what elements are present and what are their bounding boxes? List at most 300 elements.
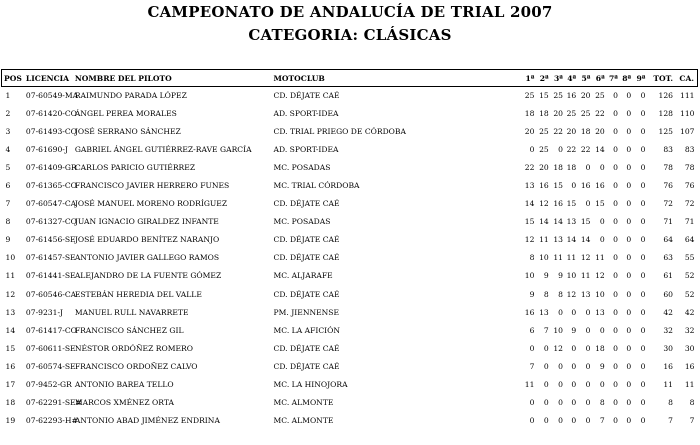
pilot-name-cell: NÉSTOR ORDÓÑEZ ROMERO <box>74 343 193 353</box>
round-6-cell: 10 <box>595 289 605 299</box>
round-3-cell: 11 <box>553 253 563 263</box>
pilot-name-cell: MANUEL RULL NAVARRETE <box>74 307 189 317</box>
round-6-cell: 25 <box>595 91 605 101</box>
motoclub-cell: MC. POSADAS <box>273 163 331 173</box>
round-6-cell: 11 <box>595 253 605 263</box>
table-row <box>2 375 698 393</box>
position-cell: 9 <box>5 235 11 245</box>
round-5-cell: 15 <box>580 217 591 227</box>
round-5-cell: 0 <box>585 163 591 173</box>
ca-cell: 55 <box>684 253 695 263</box>
round-8-cell: 0 <box>626 181 632 191</box>
round-6-cell: 0 <box>599 217 605 227</box>
category-subtitle: CATEGORIA: CLÁSICAS <box>248 26 452 44</box>
round-3-cell: 9 <box>558 271 563 281</box>
table-row <box>2 123 698 141</box>
total-cell: 32 <box>663 325 673 335</box>
motoclub-cell: CD. DÉJATE CAÉ <box>273 253 340 263</box>
total-cell: 71 <box>663 217 673 227</box>
motoclub-cell: CD. DÉJATE CAÉ <box>273 199 340 209</box>
round-2-cell: 0 <box>543 397 549 407</box>
round-9-cell: 0 <box>640 127 646 137</box>
ca-cell: 7 <box>689 415 695 425</box>
round-1-cell: 15 <box>524 217 535 227</box>
header-ca: CA. <box>676 70 698 87</box>
round-2-cell: 15 <box>539 91 549 101</box>
total-cell: 16 <box>663 361 673 371</box>
round-1-cell: 22 <box>524 163 535 173</box>
header-r4: 4ª <box>566 70 579 87</box>
round-5-cell: 0 <box>585 343 591 353</box>
round-7-cell: 0 <box>613 343 618 353</box>
motoclub-cell: CD. TRIAL PRIEGO DE CÓRDOBA <box>273 127 406 137</box>
round-6-cell: 18 <box>595 343 605 353</box>
round-6-cell: 0 <box>599 163 605 173</box>
pilot-name-cell: JUAN IGNACIO GIRALDEZ INFANTE <box>74 217 219 227</box>
round-2-cell: 0 <box>543 343 549 353</box>
table-row <box>2 159 698 177</box>
position-cell: 19 <box>5 415 16 425</box>
ca-cell: 83 <box>684 145 695 155</box>
round-9-cell: 0 <box>640 415 646 425</box>
license-cell: 07-61441-SE <box>25 271 76 281</box>
pilot-name-cell: FRANCISCO JAVIER HERRERO FUNES <box>74 181 230 191</box>
table-row <box>2 285 698 303</box>
round-9-cell: 0 <box>640 163 646 173</box>
total-cell: 72 <box>663 199 673 209</box>
round-5-cell: 0 <box>585 415 591 425</box>
round-7-cell: 0 <box>613 91 618 101</box>
motoclub-cell: PM. JIENNENSE <box>273 307 340 317</box>
ca-cell: 76 <box>684 181 695 191</box>
total-cell: 11 <box>663 379 673 389</box>
license-cell: 07-61409-GR <box>25 163 77 173</box>
license-cell: 07-61420-CO <box>25 109 77 119</box>
round-7-cell: 0 <box>613 109 618 119</box>
round-4-cell: 18 <box>566 163 577 173</box>
round-4-cell: 16 <box>566 91 577 101</box>
pilot-name-cell: GABRIEL ÁNGEL GUTIÉRREZ-RAVE GARCÍA <box>74 145 252 155</box>
ca-cell: 111 <box>680 91 695 101</box>
license-cell: 07-62293-H# <box>25 415 78 425</box>
round-4-cell: 20 <box>566 127 577 137</box>
header-r6: 6ª <box>594 70 608 87</box>
motoclub-cell: CD. DÉJATE CAÉ <box>273 289 340 299</box>
round-9-cell: 0 <box>640 199 646 209</box>
round-1-cell: 25 <box>524 91 535 101</box>
header-total: TOT. <box>649 70 677 87</box>
total-cell: 76 <box>663 181 673 191</box>
round-9-cell: 0 <box>640 109 646 119</box>
round-3-cell: 22 <box>553 127 563 137</box>
round-5-cell: 0 <box>585 307 591 317</box>
round-2-cell: 0 <box>543 361 549 371</box>
round-5-cell: 13 <box>580 289 591 299</box>
round-6-cell: 16 <box>595 181 605 191</box>
round-2-cell: 25 <box>539 127 549 137</box>
motoclub-cell: CD. DÉJATE CAÉ <box>273 361 340 371</box>
round-6-cell: 0 <box>599 379 605 389</box>
round-7-cell: 0 <box>613 361 618 371</box>
position-cell: 1 <box>5 91 11 101</box>
round-8-cell: 0 <box>626 397 632 407</box>
round-7-cell: 0 <box>613 163 618 173</box>
motoclub-cell: MC. LA AFICIÓN <box>273 325 341 335</box>
round-9-cell: 0 <box>640 325 646 335</box>
document-title: CAMPEONATO DE ANDALUCÍA DE TRIAL 2007 <box>147 3 553 21</box>
round-4-cell: 15 <box>566 199 577 209</box>
ca-cell: 52 <box>684 289 695 299</box>
round-6-cell: 0 <box>599 235 605 245</box>
round-8-cell: 0 <box>626 217 632 227</box>
round-8-cell: 0 <box>626 253 632 263</box>
round-5-cell: 0 <box>585 199 591 209</box>
round-2-cell: 13 <box>539 307 549 317</box>
round-8-cell: 0 <box>626 361 632 371</box>
round-9-cell: 0 <box>640 379 646 389</box>
table-row <box>2 411 698 429</box>
ca-cell: 32 <box>684 325 695 335</box>
round-3-cell: 0 <box>558 397 563 407</box>
round-2-cell: 12 <box>539 199 549 209</box>
motoclub-cell: MC. ALJARAFE <box>273 271 333 281</box>
round-5-cell: 0 <box>585 325 591 335</box>
motoclub-cell: MC. ALMONTE <box>273 397 334 407</box>
round-4-cell: 10 <box>566 271 577 281</box>
round-1-cell: 0 <box>529 145 535 155</box>
table-row <box>2 267 698 285</box>
round-2-cell: 9 <box>543 271 549 281</box>
position-cell: 4 <box>5 145 11 155</box>
round-1-cell: 13 <box>524 181 535 191</box>
round-2-cell: 16 <box>539 181 549 191</box>
round-2-cell: 0 <box>543 415 549 425</box>
round-3-cell: 25 <box>553 91 563 101</box>
license-cell: 07-60611-SE <box>25 343 76 353</box>
round-4-cell: 25 <box>566 109 577 119</box>
round-7-cell: 0 <box>613 127 618 137</box>
license-cell: 07-61493-CO <box>25 127 77 137</box>
round-2-cell: 18 <box>539 109 549 119</box>
header-r7: 7ª <box>608 70 621 87</box>
round-4-cell: 0 <box>571 415 577 425</box>
position-cell: 7 <box>5 199 11 209</box>
header-r8: 8ª <box>621 70 634 87</box>
pilot-name-cell: FRANCISCO SÁNCHEZ GIL <box>74 325 184 335</box>
position-cell: 6 <box>5 181 11 191</box>
round-5-cell: 12 <box>580 253 591 263</box>
motoclub-cell: MC. POSADAS <box>273 217 331 227</box>
round-8-cell: 0 <box>626 235 632 245</box>
round-5-cell: 20 <box>580 91 591 101</box>
table-row <box>2 213 698 231</box>
round-9-cell: 0 <box>640 289 646 299</box>
total-cell: 30 <box>663 343 673 353</box>
round-7-cell: 0 <box>613 217 618 227</box>
round-5-cell: 0 <box>585 361 591 371</box>
round-4-cell: 0 <box>571 307 577 317</box>
round-5-cell: 11 <box>580 271 591 281</box>
round-9-cell: 0 <box>640 343 646 353</box>
ca-cell: 78 <box>684 163 695 173</box>
round-5-cell: 16 <box>580 181 591 191</box>
motoclub-cell: AD. SPORT-IDEA <box>273 109 339 119</box>
position-cell: 11 <box>5 271 16 281</box>
position-cell: 12 <box>5 289 16 299</box>
motoclub-cell: MC. LA HINOJORA <box>273 379 348 389</box>
round-9-cell: 0 <box>640 91 646 101</box>
round-5-cell: 22 <box>580 145 591 155</box>
license-cell: 07-61456-SE <box>25 235 76 245</box>
pilot-name-cell: RAIMUNDO PARADA LÓPEZ <box>74 91 187 101</box>
position-cell: 16 <box>5 361 16 371</box>
round-4-cell: 12 <box>566 289 577 299</box>
round-7-cell: 0 <box>613 235 618 245</box>
license-cell: 07-60574-SE <box>25 361 76 371</box>
table-row <box>2 357 698 375</box>
table-row <box>2 339 698 357</box>
total-cell: 126 <box>658 91 673 101</box>
round-9-cell: 0 <box>640 181 646 191</box>
round-3-cell: 16 <box>553 199 563 209</box>
round-6-cell: 14 <box>595 145 605 155</box>
license-cell: 07-9452-GR <box>25 379 72 389</box>
round-8-cell: 0 <box>626 307 632 317</box>
round-3-cell: 18 <box>553 163 563 173</box>
pilot-name-cell: ÁNGEL PEREA MORALES <box>74 109 177 119</box>
round-3-cell: 15 <box>553 181 563 191</box>
motoclub-cell: MC. ALMONTE <box>273 415 334 425</box>
ca-cell: 72 <box>684 199 695 209</box>
round-8-cell: 0 <box>626 127 632 137</box>
round-3-cell: 0 <box>558 145 563 155</box>
round-2-cell: 20 <box>539 163 549 173</box>
round-1-cell: 0 <box>529 415 535 425</box>
round-6-cell: 15 <box>595 199 605 209</box>
pilot-name-cell: FRANCISCO ORDOÑEZ CALVO <box>74 361 198 371</box>
round-8-cell: 0 <box>626 91 632 101</box>
round-4-cell: 0 <box>571 379 577 389</box>
position-cell: 18 <box>5 397 16 407</box>
total-cell: 61 <box>663 271 673 281</box>
ca-cell: 64 <box>684 235 695 245</box>
round-1-cell: 10 <box>524 271 535 281</box>
motoclub-cell: MC. TRIAL CÓRDOBA <box>273 181 360 191</box>
total-cell: 128 <box>658 109 673 119</box>
total-cell: 63 <box>663 253 673 263</box>
round-1-cell: 18 <box>524 109 535 119</box>
round-1-cell: 14 <box>524 199 535 209</box>
round-1-cell: 12 <box>524 235 535 245</box>
round-4-cell: 22 <box>566 145 577 155</box>
round-1-cell: 7 <box>529 361 535 371</box>
pilot-name-cell: ANTONIO ABAD JIMÉNEZ ENDRINA <box>74 415 220 425</box>
license-cell: 07-61327-CO <box>25 217 77 227</box>
round-9-cell: 0 <box>640 235 646 245</box>
pilot-name-cell: ANTONIO BAREA TELLO <box>74 379 174 389</box>
round-3-cell: 0 <box>558 307 563 317</box>
round-7-cell: 0 <box>613 325 618 335</box>
license-cell: 07-62291-SE# <box>25 397 82 407</box>
total-cell: 125 <box>658 127 673 137</box>
round-4-cell: 0 <box>571 343 577 353</box>
round-6-cell: 0 <box>599 325 605 335</box>
round-3-cell: 0 <box>558 361 563 371</box>
round-6-cell: 9 <box>599 361 605 371</box>
table-row <box>2 249 698 267</box>
round-4-cell: 0 <box>571 361 577 371</box>
round-3-cell: 0 <box>558 379 563 389</box>
round-8-cell: 0 <box>626 289 632 299</box>
table-row <box>2 87 698 105</box>
round-4-cell: 14 <box>566 235 577 245</box>
ca-cell: 71 <box>684 217 695 227</box>
ca-cell: 42 <box>684 307 695 317</box>
pilot-name-cell: JOSÉ MANUEL MORENO RODRÍGUEZ <box>74 199 228 209</box>
pilot-name-cell: JOSÉ EDUARDO BENÍTEZ NARANJO <box>74 235 220 245</box>
position-cell: 15 <box>5 343 16 353</box>
motoclub-cell: CD. DÉJATE CAÉ <box>273 343 340 353</box>
round-8-cell: 0 <box>626 379 632 389</box>
round-4-cell: 0 <box>571 181 577 191</box>
license-cell: 07-60549-MA <box>25 91 79 101</box>
round-8-cell: 0 <box>626 199 632 209</box>
ca-cell: 110 <box>680 109 695 119</box>
total-cell: 83 <box>663 145 673 155</box>
round-1-cell: 0 <box>529 343 535 353</box>
table-row <box>2 393 698 411</box>
license-cell: 07-61457-SE <box>25 253 76 263</box>
header-pos: POS <box>2 70 24 87</box>
round-9-cell: 0 <box>640 271 646 281</box>
round-8-cell: 0 <box>626 343 632 353</box>
motoclub-cell: AD. SPORT-IDEA <box>273 145 339 155</box>
round-6-cell: 20 <box>595 127 605 137</box>
round-3-cell: 12 <box>553 343 563 353</box>
round-2-cell: 14 <box>539 217 549 227</box>
round-7-cell: 0 <box>613 145 618 155</box>
round-6-cell: 12 <box>595 271 605 281</box>
round-1-cell: 11 <box>524 379 535 389</box>
total-cell: 60 <box>663 289 673 299</box>
round-4-cell: 13 <box>566 217 577 227</box>
position-cell: 3 <box>5 127 11 137</box>
table-row <box>2 321 698 339</box>
license-cell: 07-61365-CO <box>25 181 77 191</box>
round-3-cell: 8 <box>558 289 563 299</box>
round-1-cell: 20 <box>524 127 535 137</box>
table-row <box>2 141 698 159</box>
header-r3: 3ª <box>552 70 566 87</box>
header-licencia: LICENCIA <box>24 70 73 87</box>
total-cell: 78 <box>663 163 673 173</box>
total-cell: 42 <box>663 307 673 317</box>
pilot-name-cell: JOSÉ SERRANO SÁNCHEZ <box>74 127 181 137</box>
ca-cell: 52 <box>684 271 695 281</box>
table-row <box>2 303 698 321</box>
pilot-name-cell: CARLOS PARICIO GUTIÉRREZ <box>74 163 196 173</box>
round-1-cell: 8 <box>529 253 535 263</box>
round-1-cell: 9 <box>529 289 535 299</box>
round-4-cell: 0 <box>571 397 577 407</box>
round-7-cell: 0 <box>613 415 618 425</box>
motoclub-cell: CD. DÉJATE CAÉ <box>273 235 340 245</box>
round-8-cell: 0 <box>626 415 632 425</box>
round-2-cell: 8 <box>543 289 549 299</box>
round-3-cell: 10 <box>553 325 563 335</box>
round-5-cell: 0 <box>585 379 591 389</box>
ca-cell: 11 <box>684 379 695 389</box>
round-5-cell: 0 <box>585 397 591 407</box>
round-8-cell: 0 <box>626 163 632 173</box>
position-cell: 17 <box>5 379 16 389</box>
round-3-cell: 14 <box>553 217 563 227</box>
pilot-name-cell: MARCOS XMÉNEZ ORTA <box>74 397 174 407</box>
round-5-cell: 18 <box>580 127 591 137</box>
round-7-cell: 0 <box>613 271 618 281</box>
table-row <box>2 177 698 195</box>
ca-cell: 107 <box>680 127 695 137</box>
ca-cell: 30 <box>684 343 695 353</box>
round-2-cell: 7 <box>543 325 549 335</box>
motoclub-cell: CD. DÉJATE CAÉ <box>273 91 340 101</box>
license-cell: 07-61417-CO <box>25 325 77 335</box>
round-7-cell: 0 <box>613 253 618 263</box>
header-r2: 2ª <box>537 70 551 87</box>
round-9-cell: 0 <box>640 361 646 371</box>
round-6-cell: 13 <box>595 307 605 317</box>
header-r5: 5ª <box>579 70 593 87</box>
total-cell: 8 <box>668 397 673 407</box>
round-7-cell: 0 <box>613 307 618 317</box>
round-9-cell: 0 <box>640 145 646 155</box>
round-7-cell: 0 <box>613 397 618 407</box>
round-8-cell: 0 <box>626 325 632 335</box>
round-5-cell: 14 <box>580 235 591 245</box>
header-r9: 9ª <box>634 70 648 87</box>
round-7-cell: 0 <box>613 181 618 191</box>
position-cell: 13 <box>5 307 16 317</box>
pilot-name-cell: ALEJANDRO DE LA FUENTE GÓMEZ <box>74 271 222 281</box>
table-row <box>2 105 698 123</box>
header-r1: 1ª <box>523 70 537 87</box>
results-body <box>2 87 698 430</box>
round-1-cell: 16 <box>524 307 535 317</box>
results-table <box>1 69 698 429</box>
header-motoclub: MOTOCLUB <box>272 70 524 87</box>
round-6-cell: 8 <box>599 397 605 407</box>
header-row <box>2 70 698 87</box>
round-7-cell: 0 <box>613 379 618 389</box>
table-row <box>2 195 698 213</box>
round-6-cell: 22 <box>595 109 605 119</box>
round-4-cell: 9 <box>571 325 577 335</box>
round-8-cell: 0 <box>626 271 632 281</box>
ca-cell: 16 <box>684 361 695 371</box>
round-9-cell: 0 <box>640 253 646 263</box>
round-1-cell: 0 <box>529 397 535 407</box>
round-3-cell: 13 <box>553 235 563 245</box>
round-3-cell: 0 <box>558 415 563 425</box>
round-9-cell: 0 <box>640 397 646 407</box>
license-cell: 07-9231-J <box>25 307 64 317</box>
position-cell: 2 <box>5 109 11 119</box>
license-cell: 07-60547-CA <box>25 199 77 209</box>
round-4-cell: 11 <box>566 253 577 263</box>
total-cell: 7 <box>668 415 673 425</box>
position-cell: 8 <box>5 217 11 227</box>
position-cell: 14 <box>5 325 16 335</box>
